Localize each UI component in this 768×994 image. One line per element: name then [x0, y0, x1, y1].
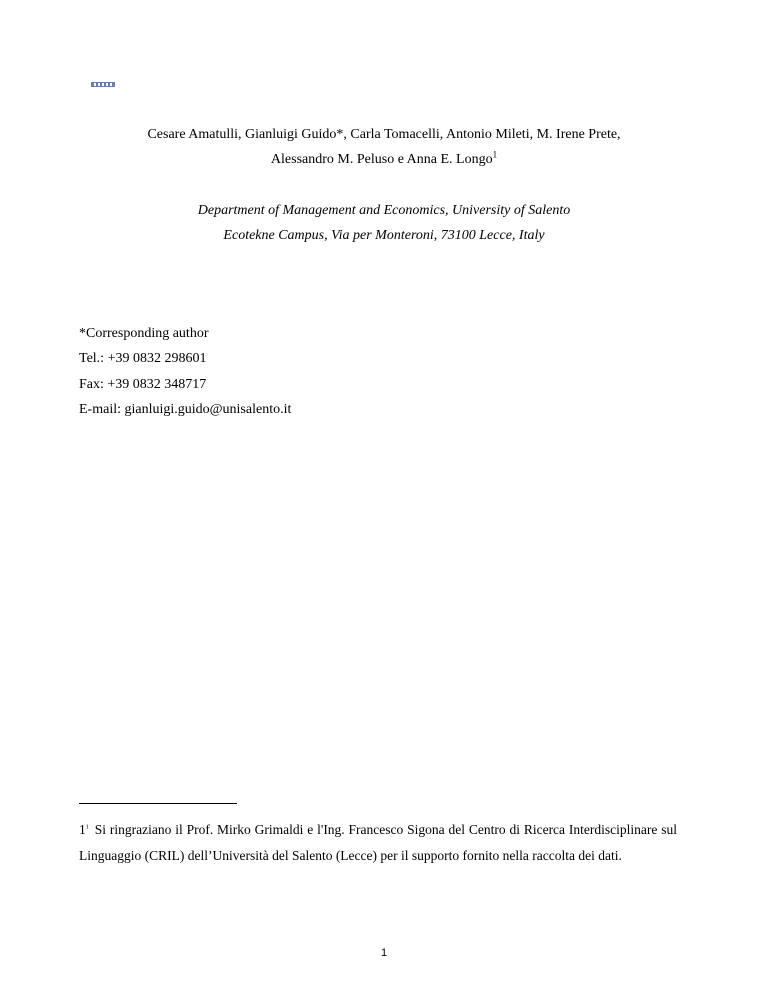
- page-number: 1: [380, 947, 388, 959]
- author-footnote-ref: 1: [492, 149, 498, 160]
- footnote: [79, 817, 677, 869]
- department-affiliation: Department of Management and Economics, University of Salento: [197, 203, 571, 218]
- corresponding-author-label: *Corresponding author: [79, 326, 209, 341]
- footnote-separator: [79, 803, 237, 804]
- email: E-mail: gianluigi.guido@unisalento.it: [79, 401, 292, 417]
- authors-line-2-text: Alessandro M. Peluso e Anna E. Longo: [270, 152, 493, 167]
- authors-line-1: Cesare Amatulli, Gianluigi Guido*, Carla Tomacelli, Antonio Mileti, M. Irene Prete,: [147, 127, 621, 142]
- telephone: Tel.: +39 0832 298601: [79, 351, 207, 367]
- contact-block: [79, 321, 291, 422]
- footnote-number-main: 1: [79, 822, 86, 837]
- footnote-marker: 1: [85, 824, 89, 831]
- fax: Fax: +39 0832 348717: [79, 376, 207, 392]
- footnote-text: Si ringraziano il Prof. Mirko Grimaldi e l'Ing. Francesco Sigona del Centro di Ricerca Interdisciplinare sul Linguaggio (CRIL) dell’Università del Salento (Lecce) per il supporto fornito nella raccolta dei dati.: [79, 822, 677, 863]
- footnote-number: [79, 822, 89, 837]
- authors-line-2: [0, 150, 768, 170]
- placeholder-mark-icon: [91, 82, 115, 87]
- affiliation-address: Ecotekne Campus, Via per Monteroni, 73100 Lecce, Italy: [223, 228, 545, 243]
